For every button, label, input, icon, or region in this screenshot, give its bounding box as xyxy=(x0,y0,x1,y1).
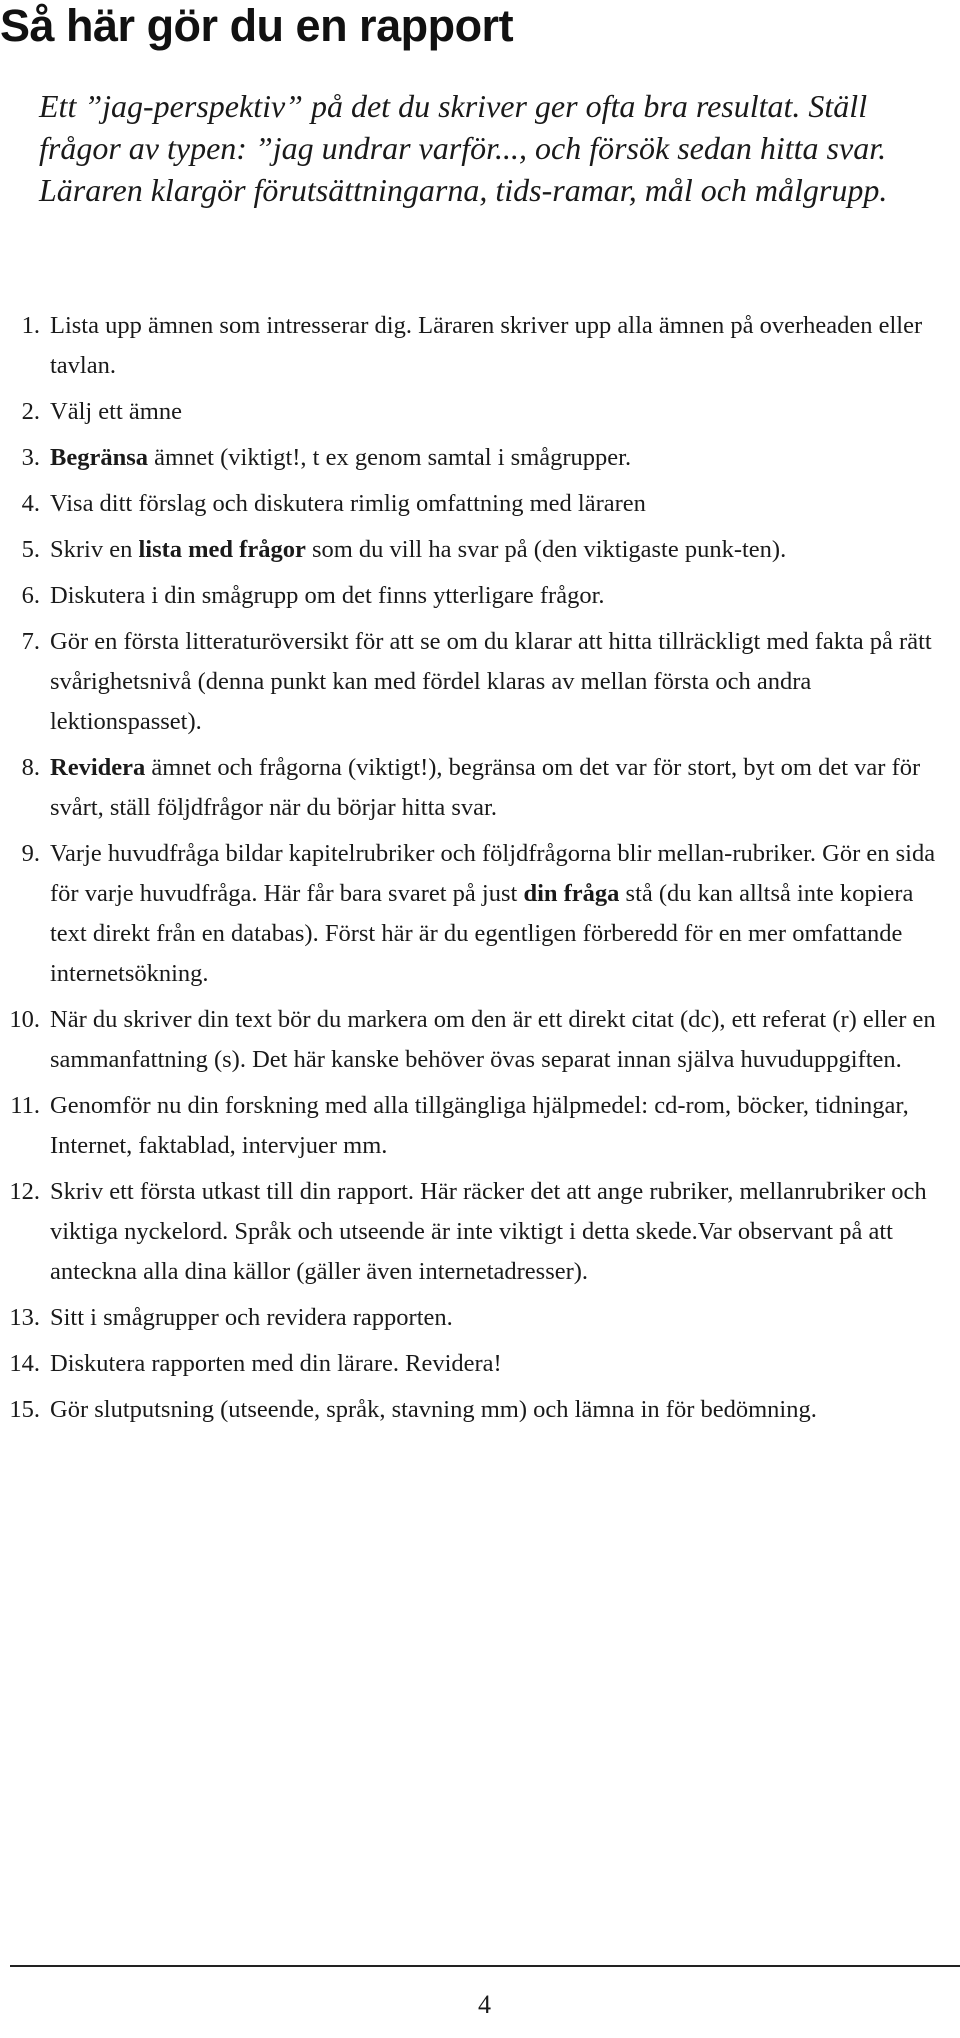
step-number: 1. xyxy=(21,312,40,339)
step-item xyxy=(0,622,960,742)
step-text-part: Diskutera rapporten med din lärare. Revidera! xyxy=(50,1350,502,1377)
step-text-part: Gör slutputsning (utseende, språk, stavning mm) och lämna in för bedömning. xyxy=(50,1396,817,1423)
step-text-part: Lista upp ämnen som intresserar dig. Läraren skriver upp alla ämnen på overheaden eller tavlan. xyxy=(50,312,923,379)
step-text-part: Välj ett ämne xyxy=(50,398,182,425)
footer-rule xyxy=(10,1965,960,1967)
step-number: 14. xyxy=(9,1350,40,1377)
step-text-part: Skriv en xyxy=(50,536,139,563)
step-item xyxy=(0,1172,960,1292)
step-number: 4. xyxy=(21,490,40,517)
step-text xyxy=(50,438,940,478)
step-text xyxy=(50,834,940,994)
step-item xyxy=(0,1344,960,1384)
step-text xyxy=(50,748,940,828)
step-item xyxy=(0,834,960,994)
step-text-part: Gör en första litteraturöversikt för att se om du klarar att hitta tillräckligt med fakta på rätt svårighetsnivå (denna punkt kan med fördel klaras av mellan första och andra lektionspasset). xyxy=(50,628,932,735)
step-text-part: Genomför nu din forskning med alla tillgängliga hjälpmedel: cd-rom, böcker, tidningar, Internet, faktablad, intervjuer mm. xyxy=(50,1092,909,1159)
step-text-part: Visa ditt förslag och diskutera rimlig omfattning med läraren xyxy=(50,490,646,517)
page-number: 4 xyxy=(478,1990,491,2019)
step-item xyxy=(0,1086,960,1166)
step-text xyxy=(50,392,940,432)
step-number: 6. xyxy=(21,582,40,609)
step-text xyxy=(50,1000,940,1080)
step-emphasis: din fråga xyxy=(523,880,620,907)
step-number: 11. xyxy=(10,1092,40,1119)
step-text-part: När du skriver din text bör du markera om den är ett direkt citat (dc), ett referat (r) eller en sammanfattning (s). Det här kanske behöver övas separat innan själva huvuduppgiften. xyxy=(50,1006,936,1073)
step-number: 7. xyxy=(21,628,40,655)
step-text xyxy=(50,576,940,616)
step-text xyxy=(50,484,940,524)
step-item xyxy=(0,392,960,432)
step-emphasis: Revidera xyxy=(50,754,146,781)
step-number: 3. xyxy=(21,444,40,471)
step-text xyxy=(50,1344,940,1384)
step-item xyxy=(0,1390,960,1430)
step-number: 12. xyxy=(9,1178,40,1205)
step-text xyxy=(50,622,940,742)
step-item xyxy=(0,438,960,478)
step-item xyxy=(0,306,960,386)
page-title: Så här gör du en rapport xyxy=(0,0,514,51)
step-emphasis: lista med frågor xyxy=(138,536,306,563)
intro-paragraph xyxy=(39,85,919,211)
step-item xyxy=(0,530,960,570)
step-text xyxy=(50,1298,940,1338)
intro-text: Ett ”jag-perspektiv” på det du skriver ger ofta bra resultat. Ställ frågor av typen: ”jag undrar varför..., och försök sedan hitta svar. Läraren klargör förutsättningarna, tids-ramar, mål och målgrupp. xyxy=(39,88,888,208)
step-item xyxy=(0,484,960,524)
step-text-part: Varje huvudfråga bildar kapitelrubriker och följdfrågorna blir mellan-rubriker. Gör en sida för varje huvudfråga. Här får bara svaret på just xyxy=(50,840,936,907)
step-emphasis: Begränsa xyxy=(50,444,148,471)
step-number: 8. xyxy=(21,754,40,781)
step-item xyxy=(0,748,960,828)
step-text-part: Sitt i smågrupper och revidera rapporten. xyxy=(50,1304,453,1331)
step-text xyxy=(50,1086,940,1166)
step-number: 10. xyxy=(9,1006,40,1033)
step-text-part: stå (du kan alltså inte kopiera text direkt från en databas). Först här är du egentligen förberedd för en mer omfattande internetsökning. xyxy=(50,880,914,987)
step-number: 13. xyxy=(9,1304,40,1331)
step-text-part: Diskutera i din smågrupp om det finns ytterligare frågor. xyxy=(50,582,605,609)
step-number: 9. xyxy=(21,840,40,867)
step-number: 2. xyxy=(21,398,40,425)
step-text xyxy=(50,1172,940,1292)
steps-list xyxy=(0,306,960,1436)
step-item xyxy=(0,1298,960,1338)
step-text-part: ämnet och frågorna (viktigt!), begränsa om det var för stort, byt om det var för svårt, ställ följdfrågor när du börjar hitta svar. xyxy=(50,754,921,821)
step-item xyxy=(0,576,960,616)
step-text-part: som du vill ha svar på (den viktigaste punk-ten). xyxy=(305,536,787,563)
step-number: 15. xyxy=(9,1396,40,1423)
step-text xyxy=(50,306,940,386)
step-text-part: ämnet (viktigt!, t ex genom samtal i smågrupper. xyxy=(148,444,632,471)
step-text xyxy=(50,530,940,570)
step-number: 5. xyxy=(21,536,40,563)
step-item xyxy=(0,1000,960,1080)
step-text-part: Skriv ett första utkast till din rapport. Här räcker det att ange rubriker, mellanrubriker och viktiga nyckelord. Språk och utseende är inte viktigt i detta skede.Var observant på att anteckna alla dina källor (gäller även internetadresser). xyxy=(50,1178,927,1285)
step-text xyxy=(50,1390,940,1430)
